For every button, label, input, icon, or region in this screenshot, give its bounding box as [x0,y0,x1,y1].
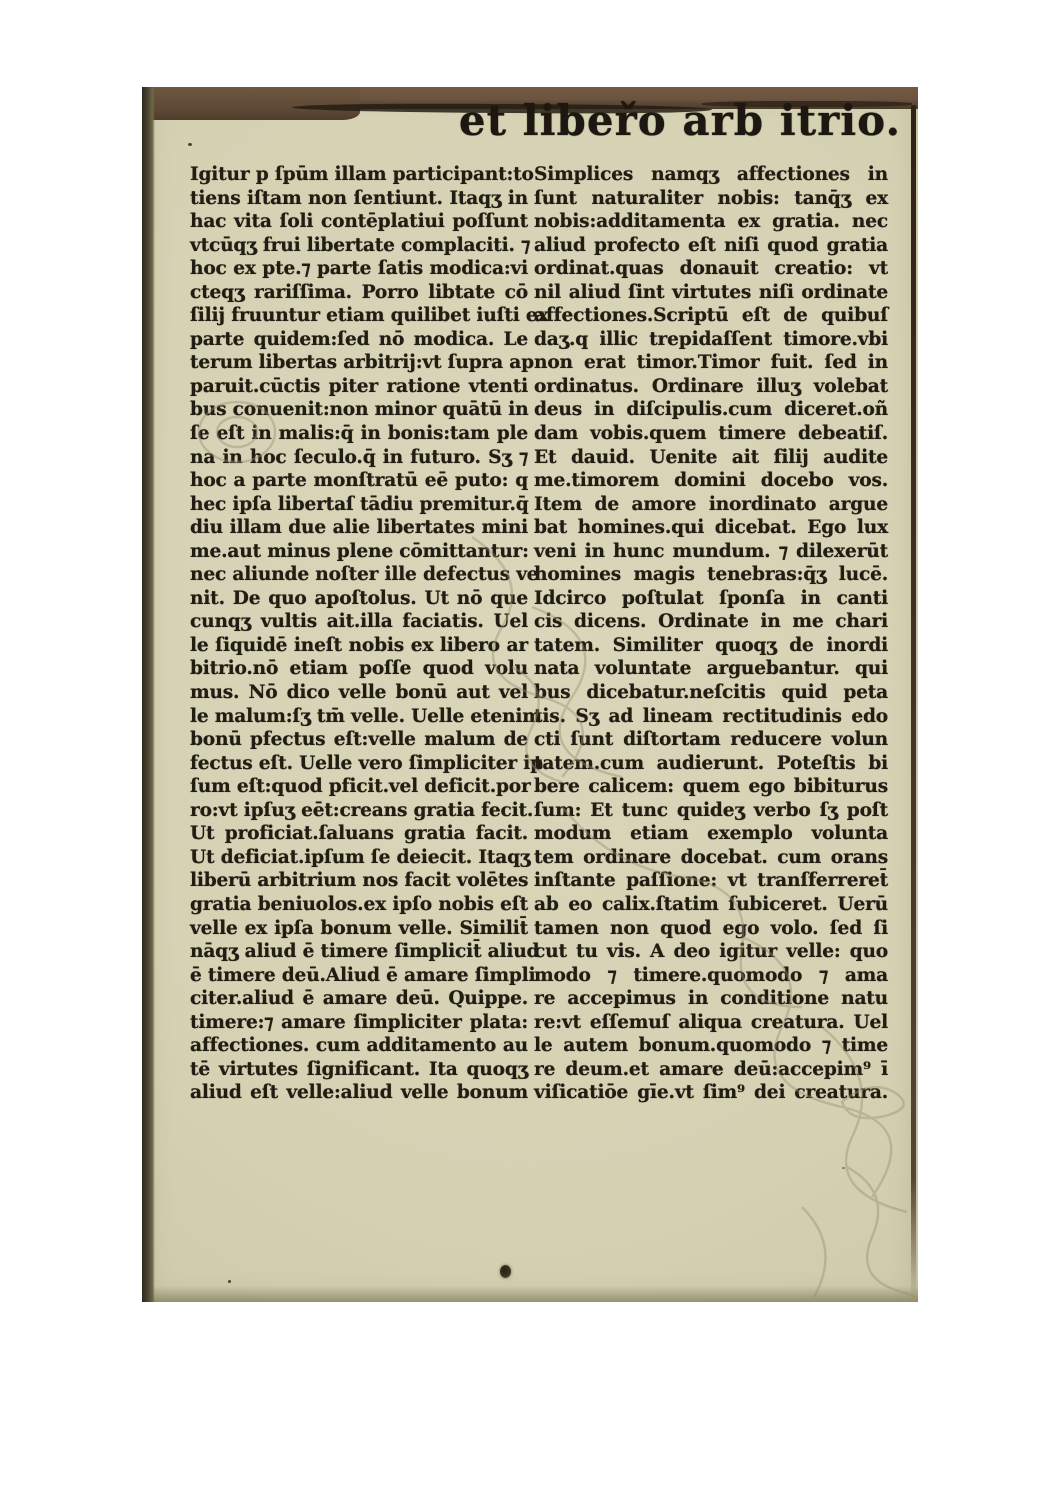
text-line: Igitur p ſpūm illam participant:to [190,164,534,185]
text-line: hoc ex pte.⁊ parte ſatis modica:vi [190,258,528,280]
text-line: Item de amore inordinato argue [534,493,888,515]
text-line: parte quidem:ſed nō modica. Le [190,328,528,350]
text-line: terum libertas arbitrij:vt ſupra ap [190,352,534,374]
text-line: bere calicem: quem ego bibiturus [534,776,888,798]
text-line: bat homines.qui dicebat. Ego lux [534,517,888,539]
text-line: nit. De quo apoſtolus. Ut nō que [190,587,528,609]
text-line: timere:⁊ amare ſimpliciter plata: [190,1011,528,1033]
text-line: Idcirco poſtulat ſponſa in canti [534,587,888,609]
book-page-scan [142,87,918,1302]
text-line: le autem bonum.quomodo ⁊ time [534,1035,888,1057]
text-line: nāqʒ aliud ē timere ſimplicit̄ aliud [190,941,540,963]
text-line: tatem.cum audierunt. Poteſtis bi [534,752,888,774]
text-line: bitrio.nō etiam poſſe quod volu [190,658,528,680]
text-line: ſilij fruuntur etiam quilibet iuſti ex [190,305,549,327]
text-line: affectiones. cum additamento au [190,1035,528,1057]
text-line: na in hoc ſeculo.q̄ in futuro. Sʒ ⁊ [190,446,528,468]
text-line: re deum.et amare deū:accepim⁹ ī [534,1058,888,1080]
text-line: le ſiquidē ineſt nobis ex libero ar [190,634,528,656]
text-line: cis dicens. Ordinate in me chari [534,611,888,633]
text-line: hec ipſa libertaſ tādiu premitur.q̄ [190,493,529,515]
text-line: cti ſunt diſtortam reducere volun [534,729,888,751]
text-line: gratia beniuolos.ex ipſo nobis eſt [190,893,528,915]
text-line: non erat timor.Timor fuit. ſed in [534,352,888,374]
text-line: velle ex ipſa bonum velle. Similit̄ [190,917,528,939]
text-line: nil aliud ſint virtutes niſi ordinate [534,281,888,303]
text-line: ſe eſt in malis:q̄ in bonis:tam ple [190,423,528,445]
text-line: le malum:ſʒ tm̄ velle. Uelle etenim [190,705,542,727]
text-line: cut tu vis. A deo igitur velle: quo [534,941,888,963]
text-line: daʒ.q illic trepidaſſent timore.vbi [534,328,888,350]
text-line: cteqʒ rariſſima. Porro libtate cō [190,281,528,303]
paper-speck [228,1280,231,1283]
text-line: aliud eſt velle:aliud velle bonum [190,1082,528,1104]
text-line: nec aliunde noſter ille defectus ve [190,564,539,586]
text-line: deus in diſcipulis.cum diceret.oñ [534,399,888,421]
text-line: mus. Nō dico velle bonū aut vel [190,682,528,704]
text-line: tamen non quod ego volo. ſed ſi [534,917,888,939]
text-line: affectiones.Scriptū eſt de quibuſ [534,305,888,327]
text-line: tem ordinare docebat. cum orans [534,846,888,868]
text-line: re:vt eſſemuſ aliqua creatura. Uel [534,1011,888,1033]
text-line: paruit.cūctis piter ratione vtenti [190,375,528,397]
text-line: ſum: Et tunc quideʒ verbo ſʒ poſt [534,799,888,821]
text-line: tē virtutes ſignificant. Ita quoqʒ [190,1058,528,1080]
text-line: veni in hunc mundum. ⁊ dilexerūt [534,540,888,562]
page-top-shadow-left [150,87,360,120]
text-line: re accepimus in conditione natu [534,988,888,1010]
text-line: ſum eſt:quod pficit.vel deficit.por [190,776,531,798]
text-line: inſtante paſſione: vt tranſferreret̄ [534,870,888,892]
paper-speck [842,1167,845,1169]
text-line: ē timere deū.Aliud ē amare ſimpli [190,964,536,986]
text-line: tis. Sʒ ad lineam rectitudinis edo [534,705,888,727]
text-line: vtcūqʒ frui libertate complaciti. ⁊ [190,234,531,256]
text-line: modo ⁊ timere.quomodo ⁊ ama [534,964,888,986]
page-bottom-shadow [152,1286,918,1302]
text-line: ordinat.quas donauit creatio: vt [534,258,888,280]
text-line: cunqʒ vultis ait.illa faciatis. Uel [190,611,528,633]
text-column-right [534,163,888,1105]
text-line: fectus eſt. Uelle vero ſimpliciter ip [190,752,543,774]
text-line: tiens iſtam non ſentiunt. Itaqʒ in [190,187,528,209]
text-line: Ut deficiat.ipſum ſe deiecit. Itaqʒ [190,846,531,868]
paper-speck [188,143,192,146]
text-line: homines magis tenebras:q̄ʒ lucē. [534,564,888,586]
text-line: nobis:additamenta ex gratia. nec [534,211,888,233]
page-right-edge [911,105,916,1298]
text-line: ordinatus. Ordinare illuʒ volebat [534,375,888,397]
text-line: dam vobis.quem timere debeatiſ. [534,423,888,445]
text-line: modum etiam exemplo volunta [534,823,888,845]
text-line: nata voluntate arguebantur. qui [534,658,888,680]
text-line: ab eo calix.ſtatim ſubiceret. Uerū [534,893,888,915]
page-left-edge [142,87,155,1302]
text-column-left [190,163,549,1105]
text-line: Simplices namqʒ affectiones in [534,164,888,185]
text-line: hoc a parte monſtratū eē puto: q [190,470,528,492]
text-line: me.timorem domini docebo vos. [534,470,888,492]
text-line: bus conuenit:non minor quātū in [190,399,529,421]
text-line: bonū pfectus eſt:velle malum de [190,729,528,751]
text-line: tatem. Similiter quoqʒ de inordi [534,634,888,656]
text-line: Ut proficiat.ſaluans gratia facit. [190,823,528,845]
text-line: viſicatiōe gīe.vt ſim⁹ dei creatura. [534,1082,888,1104]
wormhole-mark [500,1265,511,1278]
text-line: hac vita ſoli contēplatiui poſſunt [190,211,528,233]
text-line: aliud profecto eſt niſi quod gratia [534,234,888,256]
text-line: me.aut minus plene cōmittantur: [190,540,529,562]
text-line: citer.aliud ē amare deū. Quippe. [190,988,528,1010]
text-line: ro:vt ipſuʒ eēt:creans gratia fecit. [190,799,534,821]
text-line: ſunt naturaliter nobis: tanq̄ʒ ex [534,187,888,209]
text-line: Et dauid. Uenite ait filij audite [534,446,888,468]
text-line: diu illam due alie libertates mini [190,517,528,539]
text-line: liberū arbitrium nos facit volētes [190,870,529,892]
text-line: bus dicebatur.neſcitis quid peta [534,682,888,704]
page-title: et libeřo arb itrio. [458,96,902,145]
